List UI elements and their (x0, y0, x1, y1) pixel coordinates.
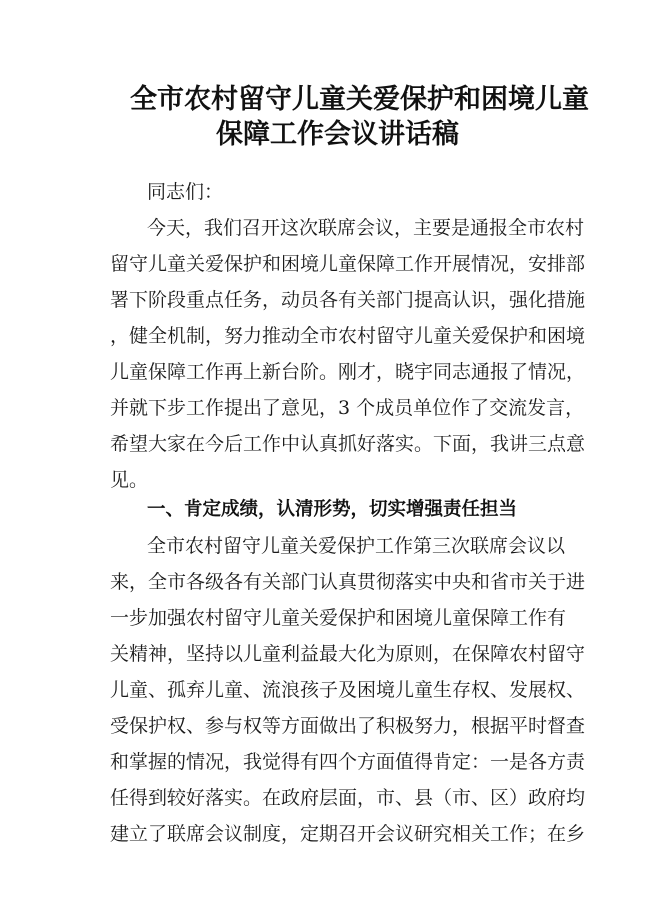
intro-paragraph-line: 并就下步工作提出了意见，3 个成员单位作了交流发言， (110, 397, 585, 419)
section-heading-1: 一、肯定成绩，认清形势，切实增强责任担当 (147, 499, 518, 520)
section-paragraph-line: 和掌握的情况，我觉得有四个方面值得肯定：一是各方责 (110, 751, 586, 773)
intro-paragraph-line: ，健全机制，努力推动全市农村留守儿童关爱保护和困境 (110, 325, 586, 347)
section-paragraph-line: 一步加强农村留守儿童关爱保护和困境儿童保障工作有 (110, 607, 567, 629)
section-paragraph-line: 任得到较好落实。在政府层面，市、县（市、区）政府均 (110, 787, 586, 809)
intro-paragraph-line: 今天，我们召开这次联席会议，主要是通报全市农村 (147, 217, 585, 239)
section-paragraph-line: 儿童、孤弃儿童、流浪孩子及困境儿童生存权、发展权、 (110, 679, 586, 701)
document-title-line-2: 保障工作会议讲话稿 (216, 119, 459, 150)
section-paragraph-line: 来，全市各级各有关部门认真贯彻落实中央和省市关于进 (110, 571, 586, 593)
intro-paragraph-line: 见。 (110, 469, 149, 491)
intro-paragraph-line: 留守儿童关爱保护和困境儿童保障工作开展情况，安排部 (110, 253, 586, 275)
intro-paragraph-line: 希望大家在今后工作中认真抓好落实。下面，我讲三点意 (110, 433, 586, 455)
intro-paragraph-line: 署下阶段重点任务，动员各有关部门提高认识，强化措施 (110, 289, 586, 311)
section-paragraph-line: 全市农村留守儿童关爱保护工作第三次联席会议以 (147, 535, 566, 557)
section-paragraph-line: 受保护权、参与权等方面做出了积极努力，根据平时督查 (110, 715, 586, 737)
document-title-line-1: 全市农村留守儿童关爱保护和困境儿童 (130, 84, 589, 115)
section-paragraph-line: 建立了联席会议制度，定期召开会议研究相关工作；在乡 (110, 823, 586, 845)
section-paragraph-line: 关精神，坚持以儿童利益最大化为原则，在保障农村留守 (110, 643, 586, 665)
intro-paragraph-line: 儿童保障工作再上新台阶。刚才，晓宇同志通报了情况， (110, 361, 586, 383)
salutation: 同志们： (147, 181, 224, 203)
